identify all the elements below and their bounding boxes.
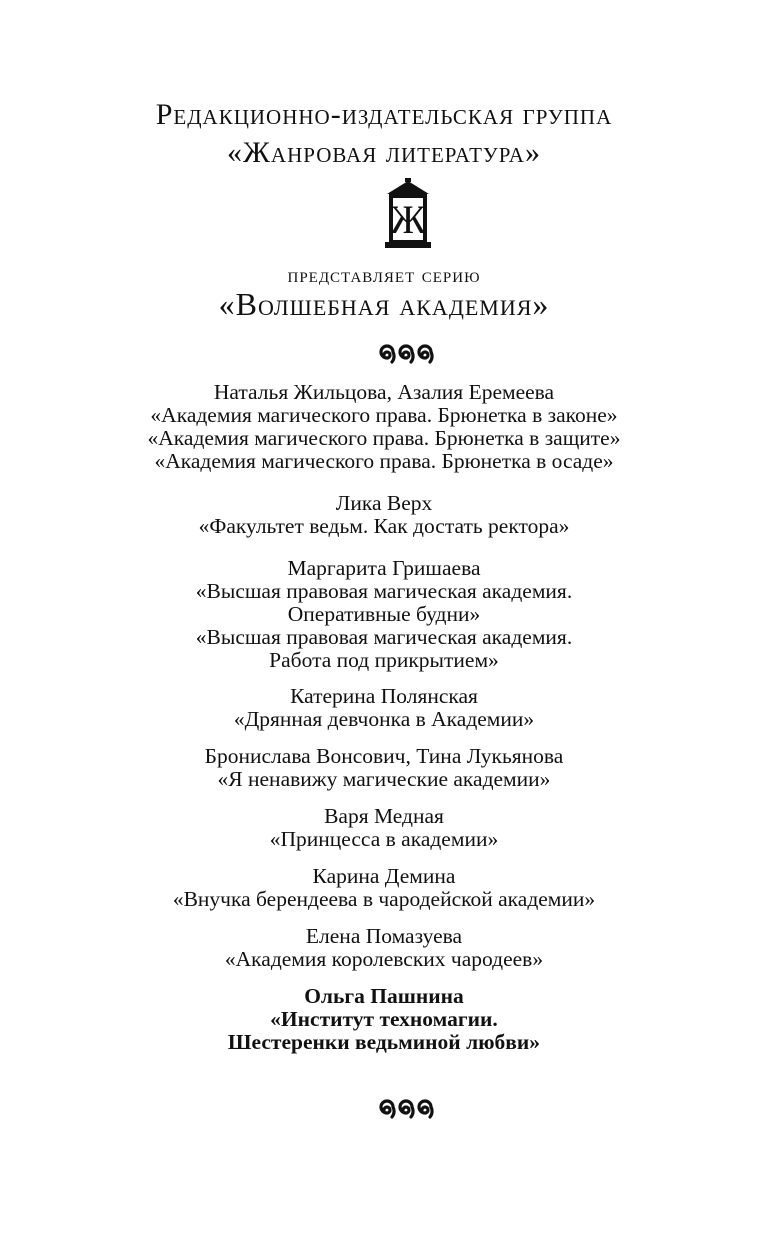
book-list [0,381,768,1054]
author-name: Карина Демина [312,864,456,888]
swirl-ornament-icon [374,1097,438,1123]
list-item [0,492,768,538]
lantern-emblem-icon [383,178,433,250]
list-item [0,381,768,473]
emblem-letter: Ж [390,197,426,242]
list-item [0,925,768,971]
list-item [0,685,768,731]
author-name: Катерина Полянская [290,684,478,708]
book-title: «Факультет ведьм. Как достать ректора» [198,514,570,538]
list-item [0,557,768,672]
book-title: «Дрянная девчонка в Академии» [233,707,535,731]
book-title: «Внучка берендеева в чародейской академии» [172,887,596,911]
list-item [0,805,768,851]
book-title: «Высшая правовая магическая академия. [195,579,573,603]
author-name: Наталья Жильцова, Азалия Еремеева [213,380,555,404]
publisher-name-line2: «Жанровая литература» [227,136,541,169]
book-title: «Высшая правовая магическая академия. [195,625,573,649]
author-name: Маргарита Гришаева [287,556,481,580]
book-title: «Академия магического права. Брюнетка в осаде» [154,449,614,473]
book-title: «Принцесса в академии» [269,827,499,851]
swirl-ornament-icon [374,342,438,368]
book-title: «Я ненавижу магические академии» [217,767,551,791]
presents-label: представляет серию [287,262,481,287]
book-title: «Институт техномагии. [270,1007,498,1031]
author-name: Елена Помазуева [305,924,463,948]
book-title: Работа под прикрытием» [269,648,499,672]
list-item [0,865,768,911]
book-title: «Академия королевских чародеев» [224,947,544,971]
author-name: Ольга Пашнина [304,984,464,1008]
list-item [0,745,768,791]
publisher-name-line1: Редакционно-издательская группа [155,98,613,131]
series-title: «Волшебная академия» [218,286,550,322]
book-title: «Академия магического права. Брюнетка в защите» [147,426,621,450]
book-title: «Академия магического права. Брюнетка в законе» [150,403,618,427]
book-title: Оперативные будни» [287,602,481,626]
book-title: Шестеренки ведьминой любви» [227,1030,541,1054]
author-name: Лика Верх [335,491,433,515]
list-item [0,985,768,1054]
author-name: Варя Медная [324,804,444,828]
author-name: Бронислава Вонсович, Тина Лукьянова [204,744,564,768]
